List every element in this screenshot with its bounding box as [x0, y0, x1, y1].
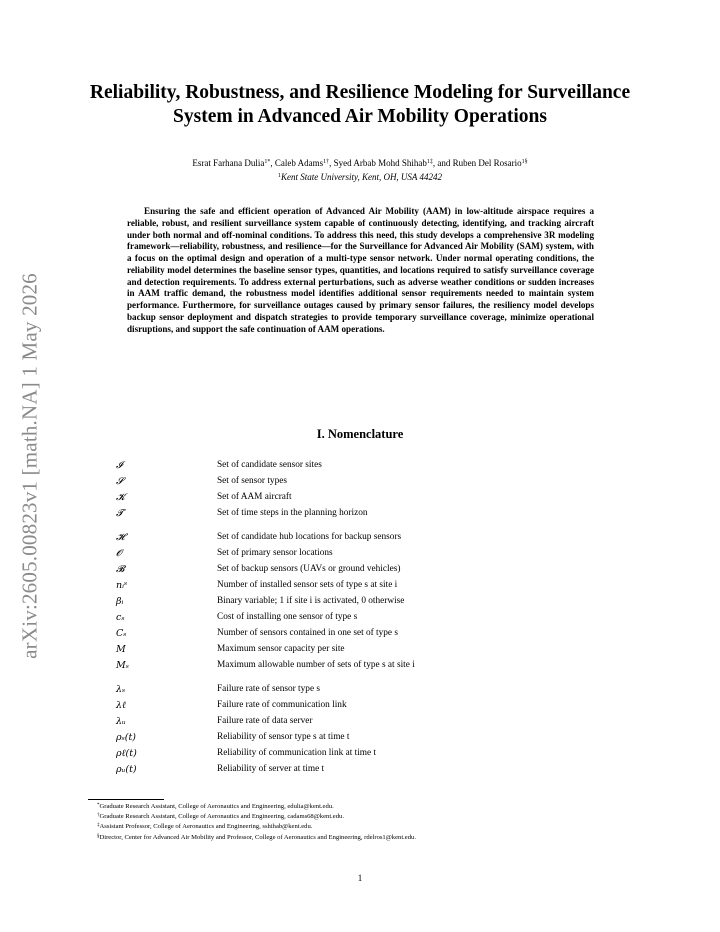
nomenclature-row [116, 459, 616, 472]
nomenclature-row [116, 659, 616, 672]
nomenclature-description: Reliability of server at time t [217, 764, 325, 774]
footnote-text: Assistant Professor, College of Aeronautics and Engineering, sshihab@kent.edu. [99, 823, 313, 831]
footnote [97, 833, 637, 843]
nomenclature-description: Failure rate of communication link [217, 700, 347, 710]
footnote-text: Director, Center for Advanced Air Mobility and Professor, College of Aeronautics and Engineering, rdelros1@kent.edu. [99, 833, 416, 841]
abstract: Ensuring the safe and efficient operation of Advanced Air Mobility (AAM) in low-altitude airspace requires a reliable, robust, and resilient surveillance system capable of continuously detecting, identifying, and tracking aircraft under both normal and off-nominal conditions. To address this need, this study develops a comprehensive 3R modeling framework—reliability, robustness, and resilience—for the Surveillance for Advanced Air Mobility (SAM) system, with a focus on the optimal design and operation of a multi-type sensor network. Under normal operating conditions, the reliability model determines the baseline sensor types, quantities, and locations required to satisfy surveillance coverage and detection requirements. To address external perturbations, such as adverse weather conditions or sudden increases in AAM traffic demand, the robustness model identifies additional sensor requirements needed to maintain system performance. Furthermore, for surveillance outages caused by primary sensor failures, the resiliency model develops backup sensor deployment and dispatch strategies to provide temporary surveillance coverage, minimize operational disruptions, and support the safe continuation of AAM operations. [127, 206, 594, 334]
nomenclature-symbol: 𝓢 [116, 476, 124, 487]
nomenclature-row [116, 627, 616, 640]
nomenclature-row [116, 547, 616, 560]
nomenclature-symbol: Cₛ [116, 628, 127, 639]
nomenclature-description: Failure rate of data server [217, 716, 313, 726]
arxiv-identifier [16, 246, 44, 686]
affiliation-text: Kent State University, Kent, OH, USA 44242 [280, 172, 443, 182]
nomenclature-symbol: λℓ [116, 700, 126, 711]
nomenclature-description: Cost of installing one sensor of type s [217, 612, 358, 622]
nomenclature-description: Set of backup sensors (UAVs or ground vehicles) [217, 564, 401, 574]
paper-title: Reliability, Robustness, and Resilience Modeling for Surveillance System in Advanced Air Mobility Operations [89, 82, 631, 127]
footnote-mark: § [97, 833, 100, 839]
nomenclature-row [116, 507, 616, 520]
nomenclature-symbol: 𝓚 [116, 492, 125, 503]
nomenclature-row [116, 531, 616, 544]
nomenclature-symbol: ρℓ(t) [116, 748, 137, 759]
footnote [97, 812, 637, 822]
nomenclature-row [116, 763, 616, 776]
nomenclature-description: Number of installed sensor sets of type s at site i [217, 580, 398, 590]
footnote-text: Graduate Research Assistant, College of Aeronautics and Engineering, cadams68@kent.edu. [99, 813, 344, 821]
nomenclature-row [116, 731, 616, 744]
nomenclature-description: Maximum allowable number of sets of type s at site i [217, 660, 415, 670]
nomenclature-symbol: ρₛ(t) [116, 732, 137, 743]
footnote-mark: ‡ [97, 823, 100, 829]
nomenclature-symbol: Mₛ [116, 660, 129, 671]
nomenclature-row [116, 491, 616, 504]
footnote-mark: † [97, 813, 100, 819]
nomenclature-description: Set of primary sensor locations [217, 548, 333, 558]
nomenclature-description: Number of sensors contained in one set of type s [217, 628, 398, 638]
nomenclature-description: Failure rate of sensor type s [217, 684, 321, 694]
nomenclature-description: Reliability of sensor type s at time t [217, 732, 350, 742]
affiliation-mark: 1 [277, 173, 281, 179]
footnotes [97, 802, 637, 843]
nomenclature-symbol: 𝓣 [116, 508, 124, 519]
nomenclature-symbol: cₛ [116, 612, 125, 623]
nomenclature-symbol: λᵤ [116, 716, 126, 727]
nomenclature-row [116, 699, 616, 712]
author: Syed Arbab Mohd Shihab$^{1\ddagger}$, and [333, 158, 453, 168]
footnote-mark: * [97, 803, 100, 808]
arxiv-identifier-text: arXiv:2605.00823v1 [math.NA] 1 May 2026 [17, 273, 42, 659]
nomenclature-description: Set of candidate sensor sites [217, 460, 322, 470]
footnote-rule [88, 799, 164, 800]
nomenclature-symbol: 𝓗 [116, 532, 125, 543]
nomenclature-symbol: 𝓑 [116, 564, 125, 575]
section-heading: I. Nomenclature [316, 427, 404, 441]
nomenclature-row [116, 643, 616, 656]
nomenclature-symbol: ρᵤ(t) [116, 764, 137, 775]
nomenclature-description: Binary variable; 1 if site i is activated, 0 otherwise [217, 596, 405, 606]
nomenclature-symbol: nᵢˢ [116, 580, 128, 591]
page-number: 1 [357, 873, 363, 883]
nomenclature-row [116, 747, 616, 760]
nomenclature-description: Set of candidate hub locations for backup sensors [217, 532, 402, 542]
nomenclature-row [116, 715, 616, 728]
nomenclature-row [116, 611, 616, 624]
affiliation [70, 172, 650, 183]
footnote [97, 802, 637, 812]
nomenclature-row [116, 595, 616, 608]
nomenclature-description: Maximum sensor capacity per site [217, 644, 345, 654]
author: Ruben Del Rosario$^{1\S}$ [452, 158, 528, 168]
nomenclature-row [116, 563, 616, 576]
nomenclature-symbol: λₛ [116, 684, 126, 695]
nomenclature-symbol: M [116, 644, 126, 655]
nomenclature-description: Set of time steps in the planning horizon [217, 508, 368, 518]
nomenclature-description: Set of AAM aircraft [217, 492, 292, 502]
nomenclature-row [116, 579, 616, 592]
footnote-text: Graduate Research Assistant, College of Aeronautics and Engineering, edulia@kent.edu. [99, 803, 334, 810]
nomenclature-row [116, 683, 616, 696]
footnote [97, 822, 637, 832]
nomenclature-symbol: 𝓘 [116, 460, 123, 471]
nomenclature-symbol: βᵢ [116, 596, 124, 607]
nomenclature-row [116, 475, 616, 488]
author-list [70, 158, 650, 169]
nomenclature-description: Reliability of communication link at time t [217, 748, 377, 758]
nomenclature-symbol: 𝓞 [116, 548, 122, 559]
nomenclature-description: Set of sensor types [217, 476, 287, 486]
author: Esrat Farhana Dulia$^{1*}$, [192, 158, 275, 168]
author: Caleb Adams$^{1\dagger}$, [274, 158, 334, 168]
